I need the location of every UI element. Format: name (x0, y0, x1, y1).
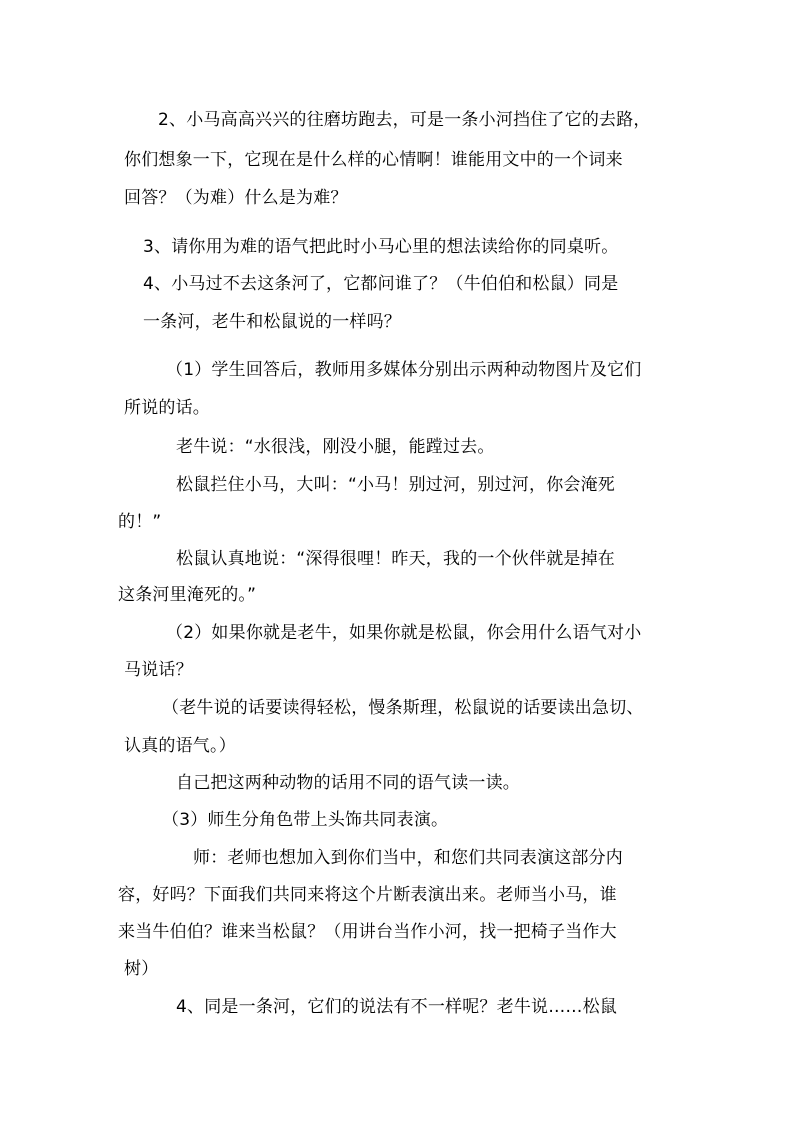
text-line: 你们想象一下，它现在是什么样的心情啊！谁能用文中的一个词来 (124, 150, 623, 170)
text-line: 3、请你用为难的语气把此时小马心里的想法读给你的同桌听。 (143, 237, 619, 257)
text-line: 的！” (118, 512, 162, 532)
text-line: 所说的话。 (124, 398, 210, 418)
text-line: 回答？（为难）什么是为难？ (124, 188, 348, 208)
text-line: 2、小马高高兴兴的往磨坊跑去，可是一条小河挡住了它的去路， (158, 110, 651, 130)
text-line: 这条河里淹死的。” (118, 585, 257, 605)
text-line: 老牛说：“水很浅，刚没小腿，能蹚过去。 (176, 437, 495, 457)
text-line: 4、小马过不去这条河了，它都问谁了？（牛伯伯和松鼠）同是 (143, 274, 619, 294)
text-line: （1）学生回答后，教师用多媒体分别出示两种动物图片及它们 (166, 360, 642, 380)
text-line: 4、同是一条河，它们的说法有不一样呢？老牛说……松鼠 (176, 997, 618, 1017)
text-line: （老牛说的话要读得轻松，慢条斯理，松鼠说的话要读出急切、 (162, 698, 644, 718)
text-line: 马说话？ (124, 660, 193, 680)
text-line: 容，好吗？下面我们共同来将这个片断表演出来。老师当小马，谁 (118, 885, 617, 905)
text-line: 一条河，老牛和松鼠说的一样吗？ (143, 312, 401, 332)
text-line: （2）如果你就是老牛，如果你就是松鼠，你会用什么语气对小 (166, 623, 642, 643)
text-line: （3）师生分角色带上头饰共同表演。 (162, 810, 449, 830)
text-line: 认真的语气。） (124, 736, 236, 756)
text-line: 树） (124, 959, 159, 979)
text-line: 来当牛伯伯？谁来当松鼠？（用讲台当作小河，找一把椅子当作大 (118, 922, 617, 942)
text-line: 松鼠拦住小马，大叫：“小马！别过河，别过河，你会淹死 (176, 475, 616, 495)
text-line: 松鼠认真地说：“深得很哩！昨天，我的一个伙伴就是掉在 (176, 549, 616, 569)
text-line: 师：老师也想加入到你们当中，和您们共同表演这部分内 (193, 848, 623, 868)
text-line: 自己把这两种动物的话用不同的语气读一读。 (176, 773, 520, 793)
